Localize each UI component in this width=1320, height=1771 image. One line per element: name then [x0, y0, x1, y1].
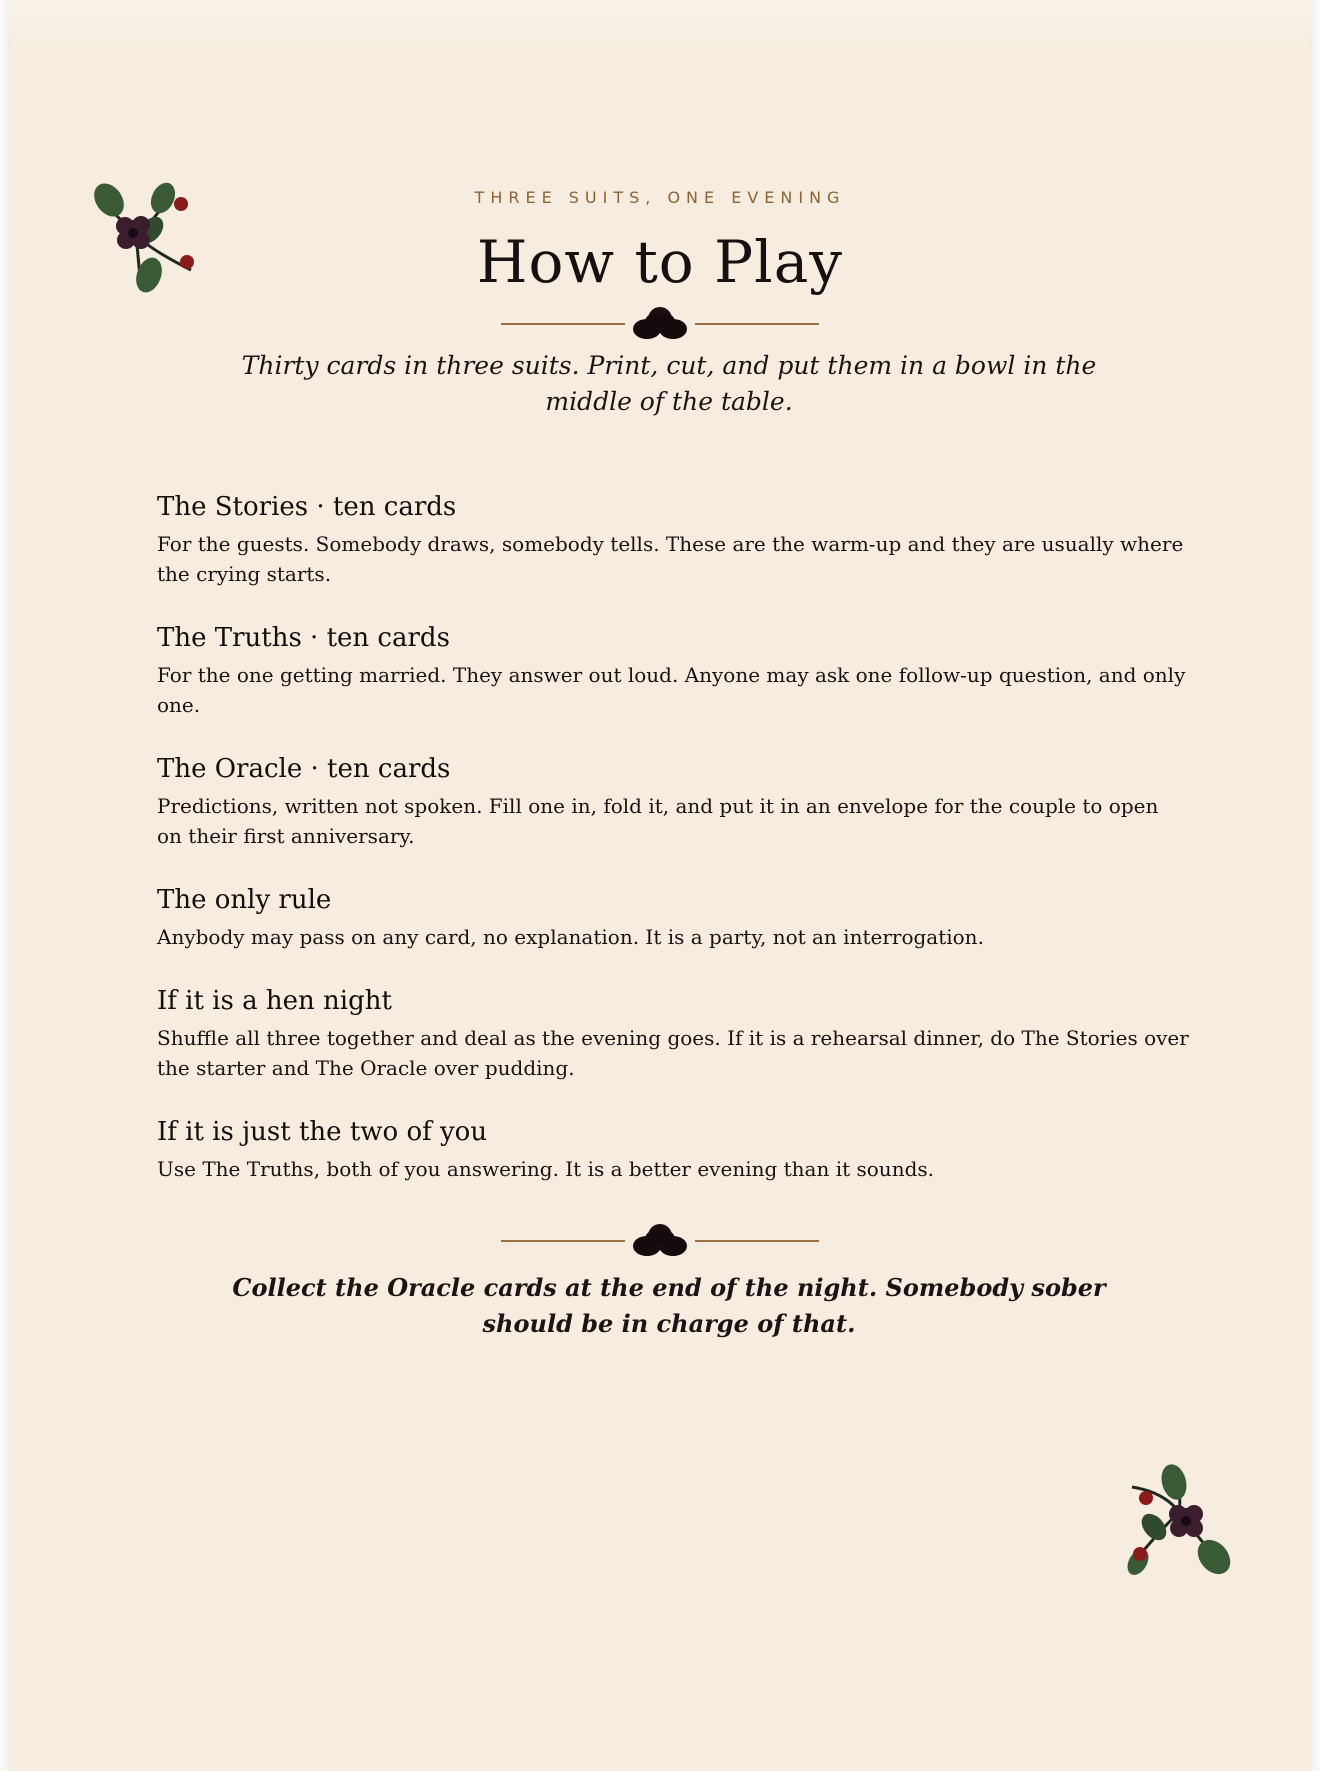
rule-hen-night	[157, 984, 1189, 1083]
page	[9, 0, 1311, 1771]
rule-truths	[157, 621, 1189, 720]
rule-text: Shuffle all three together and deal as the evening goes. If it is a rehearsal dinner, do The Stories over the starter and The Oracle over pudding.	[157, 1026, 1189, 1080]
divider-rule-left	[501, 323, 625, 325]
eyebrow-label: THREE SUITS, ONE EVENING	[474, 188, 846, 207]
rule-text: Use The Truths, both of you answering. It is a better evening than it sounds.	[157, 1157, 934, 1181]
page-title: How to Play	[476, 228, 844, 296]
divider-flower-icon	[629, 1221, 691, 1261]
divider-rule-right	[695, 323, 819, 325]
rule-text: Predictions, written not spoken. Fill one in, fold it, and put it in an envelope for the couple to open on their first anniversary.	[157, 794, 1159, 848]
divider-flower-icon	[629, 304, 691, 344]
rule-heading: The Truths · ten cards	[157, 623, 450, 653]
rule-heading: The Stories · ten cards	[157, 492, 457, 522]
rule-stories	[157, 490, 1189, 589]
rule-only-rule	[157, 883, 1189, 952]
bottom-divider	[9, 1221, 1311, 1261]
rule-heading: If it is just the two of you	[157, 1117, 488, 1147]
rule-heading: The only rule	[157, 885, 332, 915]
rule-text: Anybody may pass on any card, no explanation. It is a party, not an interrogation.	[157, 925, 984, 949]
rule-heading: The Oracle · ten cards	[157, 754, 451, 784]
floral-sprig-bottom-right-icon	[1124, 1462, 1236, 1578]
rules-list	[157, 490, 1189, 1216]
rule-text: For the one getting married. They answer out loud. Anyone may ask one follow-up question, and only one.	[157, 663, 1186, 717]
divider-rule-right	[695, 1240, 819, 1242]
divider-rule-left	[501, 1240, 625, 1242]
rule-heading: If it is a hen night	[157, 986, 392, 1016]
rule-oracle	[157, 752, 1189, 851]
top-divider	[9, 304, 1311, 344]
rule-text: For the guests. Somebody draws, somebody tells. These are the warm-up and they are usually where the crying starts.	[157, 532, 1184, 586]
intro-text: Thirty cards in three suits. Print, cut, and put them in a bowl in the middle of the table.	[241, 351, 1097, 416]
closing-note: Collect the Oracle cards at the end of the night. Somebody sober should be in charge of that.	[232, 1273, 1106, 1338]
rule-two-of-you	[157, 1115, 1189, 1184]
